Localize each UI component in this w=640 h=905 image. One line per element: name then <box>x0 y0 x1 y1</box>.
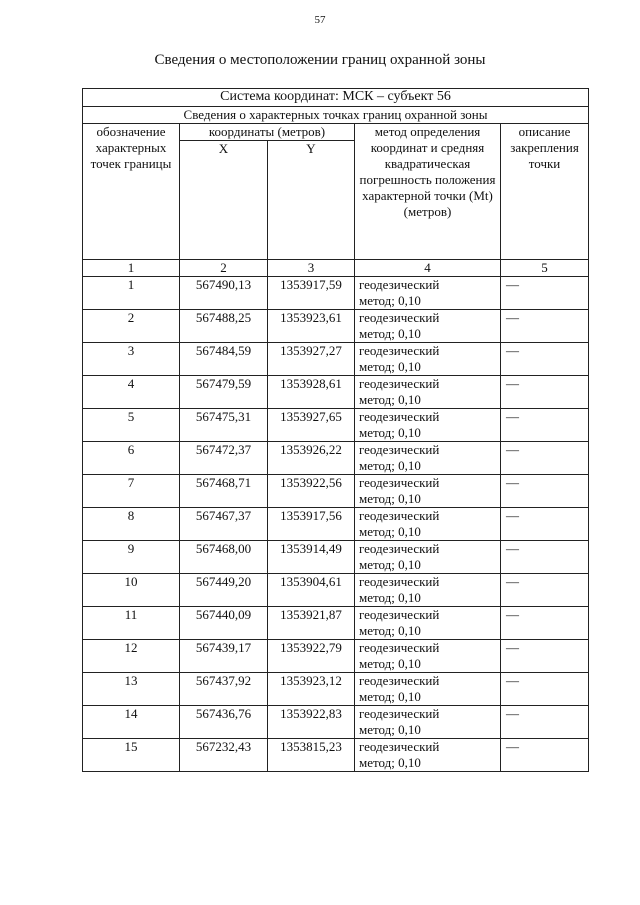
y-coordinate-cell: 1353914,49 <box>268 541 355 574</box>
section-heading-cell: Сведения о характерных точках границ охранной зоны <box>83 107 589 124</box>
header-point-designation: обозначение характерных точек границы <box>83 124 180 260</box>
method-cell <box>355 574 501 607</box>
method-line: метод; 0,10 <box>359 359 421 374</box>
method-line: метод; 0,10 <box>359 623 421 638</box>
fixation-cell: — <box>501 607 589 640</box>
y-coordinate-cell: 1353921,87 <box>268 607 355 640</box>
x-coordinate-cell: 567488,25 <box>180 310 268 343</box>
y-coordinate-cell: 1353917,59 <box>268 277 355 310</box>
coordinate-system-cell: Система координат: МСК – субъект 56 <box>83 89 589 107</box>
method-cell <box>355 541 501 574</box>
method-line: геодезический <box>359 673 440 688</box>
fixation-cell: — <box>501 508 589 541</box>
x-coordinate-cell: 567468,00 <box>180 541 268 574</box>
method-cell <box>355 640 501 673</box>
page-title: Сведения о местоположении границ охранной зоны <box>154 52 486 68</box>
y-coordinate-cell: 1353923,12 <box>268 673 355 706</box>
method-cell <box>355 508 501 541</box>
fixation-cell: — <box>501 310 589 343</box>
method-line: метод; 0,10 <box>359 458 421 473</box>
x-coordinate-cell: 567472,37 <box>180 442 268 475</box>
point-number-cell: 8 <box>83 508 180 541</box>
header-y: Y <box>268 141 355 260</box>
x-coordinate-cell: 567484,59 <box>180 343 268 376</box>
y-coordinate-cell: 1353927,27 <box>268 343 355 376</box>
table-row <box>83 607 589 640</box>
x-coordinate-cell: 567232,43 <box>180 739 268 772</box>
y-coordinate-cell: 1353922,79 <box>268 640 355 673</box>
table-row <box>83 706 589 739</box>
method-cell <box>355 442 501 475</box>
point-number-cell: 6 <box>83 442 180 475</box>
table-row <box>83 277 589 310</box>
method-line: геодезический <box>359 574 440 589</box>
point-number-cell: 14 <box>83 706 180 739</box>
x-coordinate-cell: 567479,59 <box>180 376 268 409</box>
method-line: геодезический <box>359 706 440 721</box>
method-cell <box>355 673 501 706</box>
method-line: метод; 0,10 <box>359 326 421 341</box>
y-coordinate-cell: 1353923,61 <box>268 310 355 343</box>
header-fixation: описание закрепления точки <box>501 124 589 260</box>
method-line: метод; 0,10 <box>359 491 421 506</box>
column-number-row <box>83 260 589 277</box>
x-coordinate-cell: 567490,13 <box>180 277 268 310</box>
table-row <box>83 442 589 475</box>
fixation-cell: — <box>501 376 589 409</box>
method-line: метод; 0,10 <box>359 689 421 704</box>
point-number-cell: 7 <box>83 475 180 508</box>
point-number-cell: 3 <box>83 343 180 376</box>
method-line: геодезический <box>359 343 440 358</box>
method-cell <box>355 706 501 739</box>
coordinates-table <box>82 88 589 772</box>
header-method: метод определения координат и средняя квадратическая погрешность положения характерной точки (Mt) (метров) <box>355 124 501 260</box>
method-line: метод; 0,10 <box>359 557 421 572</box>
method-line: геодезический <box>359 310 440 325</box>
y-coordinate-cell: 1353927,65 <box>268 409 355 442</box>
method-cell <box>355 607 501 640</box>
fixation-cell: — <box>501 640 589 673</box>
table-row <box>83 739 589 772</box>
method-cell <box>355 409 501 442</box>
x-coordinate-cell: 567440,09 <box>180 607 268 640</box>
method-cell <box>355 739 501 772</box>
column-number: 4 <box>355 260 501 277</box>
table-row <box>83 508 589 541</box>
method-line: метод; 0,10 <box>359 656 421 671</box>
table-row <box>83 574 589 607</box>
x-coordinate-cell: 567437,92 <box>180 673 268 706</box>
fixation-cell: — <box>501 277 589 310</box>
table-row <box>83 310 589 343</box>
method-line: геодезический <box>359 409 440 424</box>
x-coordinate-cell: 567475,31 <box>180 409 268 442</box>
fixation-cell: — <box>501 706 589 739</box>
fixation-cell: — <box>501 475 589 508</box>
fixation-cell: — <box>501 673 589 706</box>
x-coordinate-cell: 567467,37 <box>180 508 268 541</box>
y-coordinate-cell: 1353922,83 <box>268 706 355 739</box>
point-number-cell: 10 <box>83 574 180 607</box>
y-coordinate-cell: 1353928,61 <box>268 376 355 409</box>
y-coordinate-cell: 1353917,56 <box>268 508 355 541</box>
method-line: геодезический <box>359 277 440 292</box>
fixation-cell: — <box>501 442 589 475</box>
fixation-cell: — <box>501 343 589 376</box>
table-row <box>83 409 589 442</box>
point-number-cell: 11 <box>83 607 180 640</box>
column-number: 2 <box>180 260 268 277</box>
method-line: геодезический <box>359 640 440 655</box>
fixation-cell: — <box>501 541 589 574</box>
method-cell <box>355 475 501 508</box>
fixation-cell: — <box>501 574 589 607</box>
point-number-cell: 2 <box>83 310 180 343</box>
method-line: геодезический <box>359 475 440 490</box>
point-number-cell: 13 <box>83 673 180 706</box>
header-coordinates: координаты (метров) <box>180 124 355 141</box>
method-line: метод; 0,10 <box>359 722 421 737</box>
table-row <box>83 343 589 376</box>
x-coordinate-cell: 567439,17 <box>180 640 268 673</box>
table-row <box>83 541 589 574</box>
point-number-cell: 5 <box>83 409 180 442</box>
y-coordinate-cell: 1353815,23 <box>268 739 355 772</box>
column-number: 1 <box>83 260 180 277</box>
x-coordinate-cell: 567449,20 <box>180 574 268 607</box>
y-coordinate-cell: 1353922,56 <box>268 475 355 508</box>
point-number-cell: 9 <box>83 541 180 574</box>
method-line: метод; 0,10 <box>359 392 421 407</box>
y-coordinate-cell: 1353926,22 <box>268 442 355 475</box>
method-line: метод; 0,10 <box>359 293 421 308</box>
fixation-cell: — <box>501 739 589 772</box>
point-number-cell: 15 <box>83 739 180 772</box>
method-line: геодезический <box>359 607 440 622</box>
method-line: метод; 0,10 <box>359 755 421 770</box>
method-cell <box>355 310 501 343</box>
point-number-cell: 4 <box>83 376 180 409</box>
table-row <box>83 376 589 409</box>
method-cell <box>355 343 501 376</box>
column-number: 5 <box>501 260 589 277</box>
y-coordinate-cell: 1353904,61 <box>268 574 355 607</box>
method-line: метод; 0,10 <box>359 524 421 539</box>
table-row <box>83 475 589 508</box>
table-row <box>83 640 589 673</box>
method-line: геодезический <box>359 442 440 457</box>
point-number-cell: 12 <box>83 640 180 673</box>
method-line: геодезический <box>359 541 440 556</box>
x-coordinate-cell: 567468,71 <box>180 475 268 508</box>
method-line: геодезический <box>359 508 440 523</box>
method-line: геодезический <box>359 739 440 754</box>
method-line: метод; 0,10 <box>359 590 421 605</box>
header-x: X <box>180 141 268 260</box>
page-number: 57 <box>314 14 326 26</box>
column-number: 3 <box>268 260 355 277</box>
table-row <box>83 673 589 706</box>
point-number-cell: 1 <box>83 277 180 310</box>
method-line: геодезический <box>359 376 440 391</box>
method-line: метод; 0,10 <box>359 425 421 440</box>
method-cell <box>355 277 501 310</box>
fixation-cell: — <box>501 409 589 442</box>
x-coordinate-cell: 567436,76 <box>180 706 268 739</box>
method-cell <box>355 376 501 409</box>
